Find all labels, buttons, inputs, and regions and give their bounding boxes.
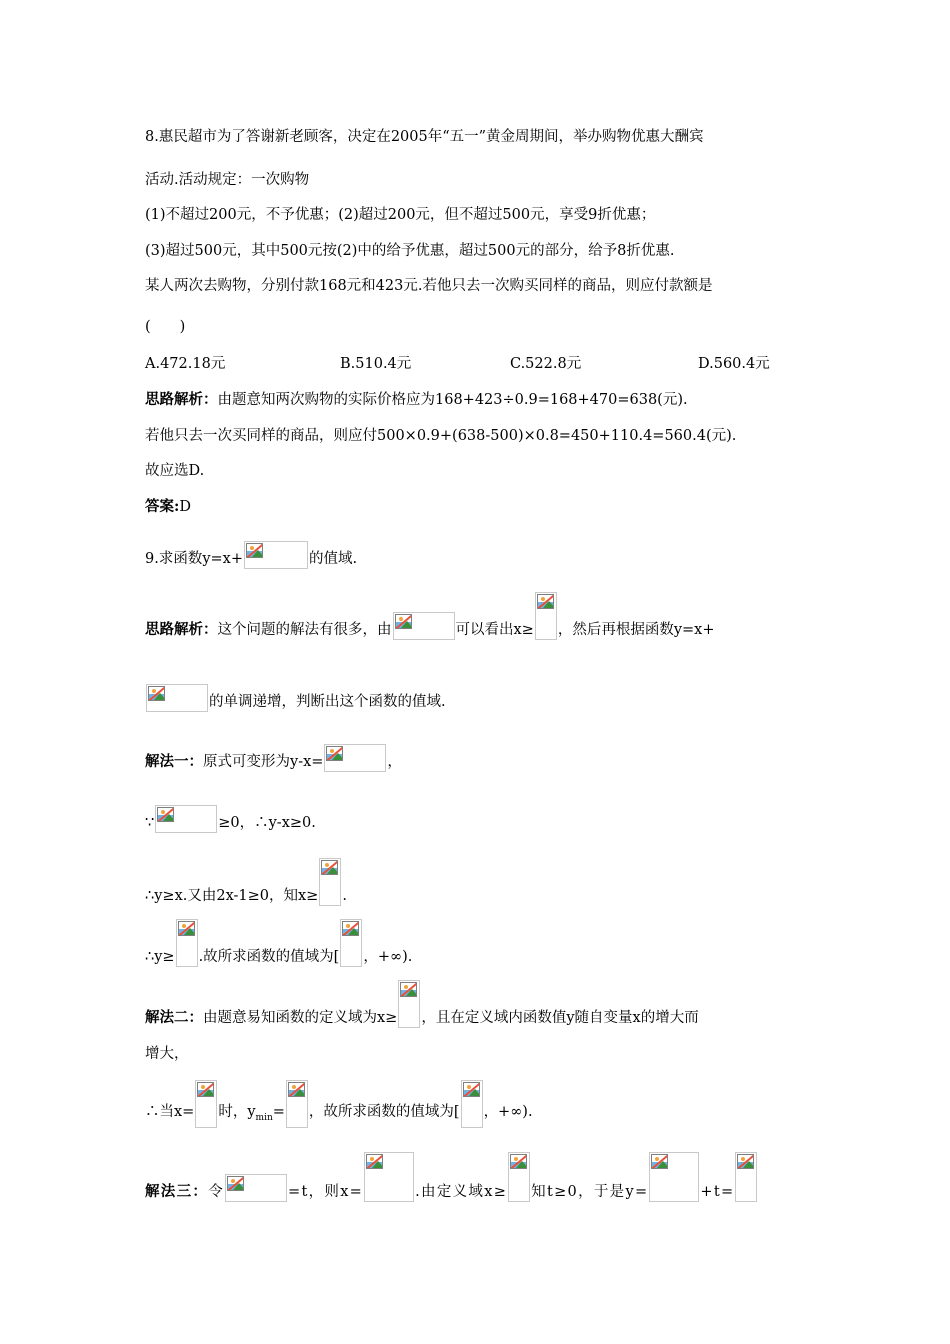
q9-stem: 9.求函数y=x+ 的值域. [145, 541, 357, 569]
broken-image-icon [288, 1082, 305, 1097]
formula-image [535, 592, 557, 640]
broken-image-icon [246, 543, 263, 558]
q8-option-c: C.522.8元 [510, 356, 582, 372]
q9-method1-line-3: ∴y≥x.又由2x-1≥0，知x≥ . [145, 858, 347, 906]
formula-image [461, 1080, 483, 1128]
formula-image [286, 1080, 308, 1128]
formula-image [649, 1152, 699, 1202]
broken-image-icon [510, 1154, 527, 1169]
q8-line-4: (3)超过500元，其中500元按(2)中的给予优惠，超过500元的部分，给予8折优惠. [145, 243, 675, 259]
formula-image [340, 919, 362, 967]
q8-line-2: 活动.活动规定：一次购物 [145, 172, 310, 188]
formula-image [364, 1152, 414, 1202]
broken-image-icon [197, 1082, 214, 1097]
q8-line-3: (1)不超过200元，不予优惠；(2)超过200元，但不超过500元，享受9折优惠； [145, 207, 656, 223]
formula-image [508, 1152, 530, 1202]
q9-method1-line-2: ∵ ≥0，∴y-x≥0. [145, 805, 316, 833]
formula-image [146, 684, 208, 712]
broken-image-icon [463, 1082, 480, 1097]
broken-image-icon [537, 594, 554, 609]
q8-analysis-1: 思路解析：由题意知两次购物的实际价格应为168+423÷0.9=168+470=638(元). [145, 391, 688, 408]
answer-value: D [179, 499, 191, 515]
q9-method2-line-1: 解法二：由题意易知函数的定义域为x≥ ，且在定义域内函数值y随自变量x的增大而 [145, 980, 699, 1028]
broken-image-icon [342, 921, 359, 936]
q8-analysis-2: 若他只去一次买同样的商品，则应付500×0.9+(638-500)×0.8=450+110.4=560.4(元). [145, 428, 737, 444]
formula-image [319, 858, 341, 906]
q8-line-6: ( ) [145, 319, 186, 335]
broken-image-icon [651, 1154, 668, 1169]
formula-image [393, 612, 455, 640]
q9-method1-line-1: 解法一：原式可变形为y-x= ， [145, 744, 402, 772]
broken-image-icon [395, 614, 412, 629]
broken-image-icon [178, 921, 195, 936]
broken-image-icon [366, 1154, 383, 1169]
broken-image-icon [148, 686, 165, 701]
broken-image-icon [227, 1176, 244, 1191]
broken-image-icon [326, 746, 343, 761]
q8-option-b: B.510.4元 [340, 356, 412, 372]
q9-method3-line-1: 解法三：令 =t，则x= .由定义域x≥ 知t≥0，于是y= +t= [145, 1152, 758, 1202]
broken-image-icon [157, 807, 174, 822]
analysis-label: 思路解析： [145, 391, 218, 408]
q8-line-1: 8.惠民超市为了答谢新老顾客，决定在2005年“五一”黄金周期间，举办购物优惠大酬宾 [145, 129, 704, 145]
formula-image [324, 744, 386, 772]
q9-method2-line-2: 增大， [145, 1046, 189, 1062]
broken-image-icon [737, 1154, 754, 1169]
q8-answer [145, 497, 191, 517]
q9-method2-line-3: ∴当x= 时，$y_{min}=$ ，故所求函数的值域为[ ，+∞). [145, 1080, 533, 1128]
formula-image [244, 541, 308, 569]
broken-image-icon [321, 860, 338, 875]
formula-image [155, 805, 217, 833]
formula-image [398, 980, 420, 1028]
q9-analysis-line-2: 的单调递增，判断出这个函数的值域. [145, 684, 446, 712]
q8-option-d: D.560.4元 [698, 356, 770, 372]
formula-image [176, 919, 198, 967]
q9-analysis-line-1: 思路解析：这个问题的解法有很多，由 可以看出x≥ ，然后再根据函数y=x+ [145, 592, 715, 640]
q8-analysis-3: 故应选D. [145, 463, 205, 479]
formula-image [735, 1152, 757, 1202]
q8-line-5: 某人两次去购物，分别付款168元和423元.若他只去一次购买同样的商品，则应付款额是 [145, 278, 713, 294]
formula-image [225, 1174, 287, 1202]
broken-image-icon [400, 982, 417, 997]
q9-method1-line-4: ∴y≥ .故所求函数的值域为[ ，+∞). [145, 919, 412, 967]
answer-label: 答案: [145, 498, 180, 515]
formula-image [195, 1080, 217, 1128]
q8-option-a: A.472.18元 [145, 356, 226, 372]
